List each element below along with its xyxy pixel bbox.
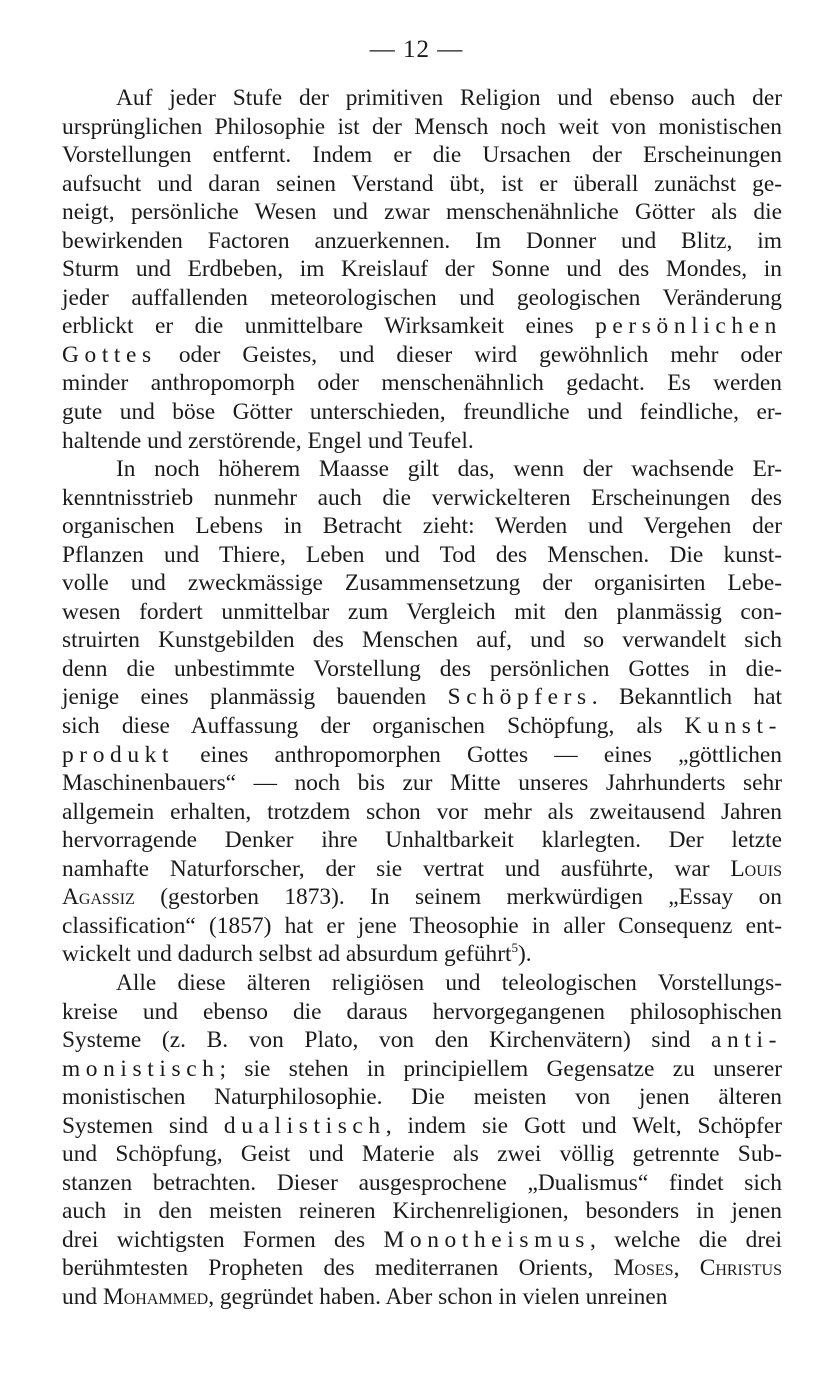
text-run: ; sie stehen in principiellem Gegensatze zu unserer bbox=[219, 1055, 782, 1082]
text-line bbox=[62, 712, 782, 741]
text-run: organischen Lebens in Betracht zieht: Werden und Vergehen der bbox=[62, 513, 782, 540]
text-run: und Schöpfung, Geist und Materie als zwei völlig getrennte Sub- bbox=[62, 1141, 782, 1168]
name-small-caps: Louis bbox=[730, 855, 782, 882]
name-small-caps: Mohammed bbox=[102, 1283, 209, 1310]
text-line bbox=[62, 1026, 782, 1055]
text-run: , welche die drei bbox=[589, 1226, 782, 1253]
text-run: jeder auffallenden meteorologischen und geologischen Veränderung bbox=[62, 284, 782, 311]
emphasis-spaced: dualistisch bbox=[223, 1112, 386, 1139]
text-run: wesen fordert unmittelbar zum Vergleich mit den planmässig con- bbox=[62, 598, 782, 625]
name-small-caps: Christus bbox=[699, 1255, 782, 1282]
text-run: Auf jeder Stufe der primitiven Religion und ebenso auch der bbox=[116, 85, 782, 111]
emphasis-spaced: Monotheismus bbox=[383, 1226, 590, 1253]
text-run: auch in den meisten reineren Kirchenreligionen, besonders in jenen bbox=[62, 1198, 782, 1225]
text-run: drei wichtigsten Formen des bbox=[62, 1226, 384, 1253]
text-line bbox=[62, 427, 782, 456]
text-line bbox=[62, 826, 782, 855]
text-line bbox=[62, 1112, 782, 1141]
emphasis-spaced: produkt bbox=[62, 741, 175, 768]
text-line bbox=[62, 769, 782, 798]
text-line bbox=[62, 798, 782, 827]
text-line bbox=[62, 683, 782, 712]
text-run: wickelt und dadurch selbst ad absurdum geführt bbox=[62, 941, 512, 968]
text-line bbox=[62, 1254, 782, 1283]
text-run: stanzen betrachten. Dieser ausgesprochene „Dualismus“ findet sich bbox=[62, 1169, 782, 1196]
text-line bbox=[62, 855, 782, 884]
text-run: volle und zweckmässige Zusammensetzung der organisirten Lebe- bbox=[62, 570, 782, 597]
text-run: berühmtesten Propheten des mediterranen Orients, bbox=[62, 1255, 614, 1282]
text-line bbox=[62, 1055, 782, 1084]
emphasis-spaced: Schöpfers bbox=[447, 684, 592, 711]
text-run: sich diese Auffassung der organischen Schöpfung, als bbox=[62, 713, 685, 740]
text-run: Alle diese älteren religiösen und teleologischen Vorstellungs- bbox=[116, 969, 782, 996]
text-line bbox=[62, 255, 782, 284]
emphasis-spaced: persönlichen bbox=[595, 313, 782, 340]
text-run: und bbox=[62, 1283, 103, 1310]
text-line bbox=[62, 141, 782, 170]
text-line bbox=[62, 1083, 782, 1112]
text-run: aufsucht und daran seinen Verstand übt, ist er überall zunächst ge- bbox=[62, 170, 782, 197]
text-line bbox=[62, 341, 782, 370]
name-small-caps: Agassiz bbox=[62, 884, 135, 911]
text-run: struirten Kunstgebilden des Menschen auf, und so verwandelt sich bbox=[62, 627, 782, 654]
text-line bbox=[62, 1197, 782, 1226]
text-run: denn die unbestimmte Vorstellung des persönlichen Gottes in die- bbox=[62, 655, 782, 682]
text-line bbox=[62, 969, 782, 998]
emphasis-spaced: Kunst- bbox=[684, 713, 782, 740]
text-run: Maschinenbauers“ — noch bis zur Mitte unseres Jahrhunderts sehr bbox=[62, 770, 782, 797]
text-run: Sturm und Erdbeben, im Kreislauf der Sonne und des Mondes, in bbox=[62, 256, 782, 283]
text-run: . Bekanntlich hat bbox=[591, 684, 782, 711]
text-line bbox=[62, 1226, 782, 1255]
text-line bbox=[62, 512, 782, 541]
text-line bbox=[62, 569, 782, 598]
body-text bbox=[62, 84, 782, 1312]
paragraph bbox=[62, 84, 782, 455]
text-line bbox=[62, 170, 782, 199]
text-line bbox=[62, 198, 782, 227]
text-run: minder anthropomorph oder menschenähnlich gedacht. Es werden bbox=[62, 370, 782, 397]
text-line bbox=[62, 369, 782, 398]
text-run: , indem sie Gott und Welt, Schöpfer bbox=[385, 1112, 782, 1139]
text-run: monistischen Naturphilosophie. Die meisten von jenen älteren bbox=[62, 1084, 782, 1111]
text-run: (gestorben 1873). In seinem merkwürdigen „Essay on bbox=[134, 884, 782, 911]
text-line bbox=[62, 84, 782, 113]
text-line bbox=[62, 626, 782, 655]
text-line bbox=[62, 484, 782, 513]
text-line bbox=[62, 284, 782, 313]
text-run: kreise und ebenso die daraus hervorgegangenen philosophischen bbox=[62, 998, 782, 1025]
footnote-marker: 5 bbox=[511, 940, 519, 956]
paragraph bbox=[62, 969, 782, 1312]
text-line bbox=[62, 741, 782, 770]
text-line bbox=[62, 1140, 782, 1169]
text-run: gute und böse Götter unterschieden, freundliche und feindliche, er- bbox=[62, 399, 782, 426]
text-line bbox=[62, 1169, 782, 1198]
text-run: eines anthropomorphen Gottes — eines „göttlichen bbox=[174, 741, 782, 768]
text-run: kenntnisstrieb nunmehr auch die verwickelteren Erscheinungen des bbox=[62, 484, 782, 511]
text-line bbox=[62, 912, 782, 941]
text-run: oder Geistes, und dieser wird gewöhnlich mehr oder bbox=[156, 341, 782, 368]
text-run: ursprünglichen Philosophie ist der Mensch noch weit von monistischen bbox=[62, 113, 782, 140]
name-small-caps: Moses bbox=[613, 1255, 674, 1282]
text-run: haltende und zerstörende, Engel und Teufel. bbox=[62, 427, 474, 454]
text-run: jenige eines planmässig bauenden bbox=[62, 684, 448, 711]
text-run: Systeme (z. B. von Plato, von den Kirchenvätern) sind bbox=[62, 1027, 712, 1054]
text-run: neigt, persönliche Wesen und zwar menschenähnliche Götter als die bbox=[62, 199, 782, 226]
text-line bbox=[62, 1283, 782, 1312]
text-run: Systemen sind bbox=[62, 1112, 224, 1139]
text-run: namhafte Naturforscher, der sie vertrat und ausführte, war bbox=[62, 855, 731, 882]
text-run: erblickt er die unmittelbare Wirksamkeit eines bbox=[62, 313, 596, 340]
text-run: Vorstellungen entfernt. Indem er die Ursachen der Erscheinungen bbox=[62, 142, 782, 169]
text-run: ). bbox=[518, 941, 532, 968]
text-line bbox=[62, 883, 782, 912]
text-line bbox=[62, 455, 782, 484]
text-line bbox=[62, 541, 782, 570]
text-run: hervorragende Denker ihre Unhaltbarkeit klarlegten. Der letzte bbox=[62, 827, 782, 854]
paragraph bbox=[62, 455, 782, 969]
emphasis-spaced: anti- bbox=[711, 1027, 782, 1054]
text-run: bewirkenden Factoren anzuerkennen. Im Donner und Blitz, im bbox=[62, 227, 782, 254]
text-line bbox=[62, 398, 782, 427]
text-line bbox=[62, 940, 782, 969]
text-run: In noch höherem Maasse gilt das, wenn der wachsende Er- bbox=[116, 456, 782, 483]
text-line bbox=[62, 227, 782, 256]
emphasis-spaced: Gottes bbox=[62, 341, 157, 368]
text-line bbox=[62, 113, 782, 142]
text-line bbox=[62, 312, 782, 341]
emphasis-spaced: monistisch bbox=[62, 1055, 220, 1082]
text-run: , gegründet haben. Aber schon in vielen unreinen bbox=[208, 1283, 668, 1310]
text-line bbox=[62, 998, 782, 1027]
text-run: classification“ (1857) hat er jene Theosophie in aller Consequenz ent- bbox=[62, 912, 782, 939]
text-line bbox=[62, 598, 782, 627]
text-run: , bbox=[673, 1255, 700, 1282]
page-number: — 12 — bbox=[369, 36, 464, 63]
text-run: allgemein erhalten, trotzdem schon vor mehr als zweitausend Jahren bbox=[62, 798, 782, 825]
text-run: Pflanzen und Thiere, Leben und Tod des Menschen. Die kunst- bbox=[62, 541, 782, 568]
text-line bbox=[62, 655, 782, 684]
